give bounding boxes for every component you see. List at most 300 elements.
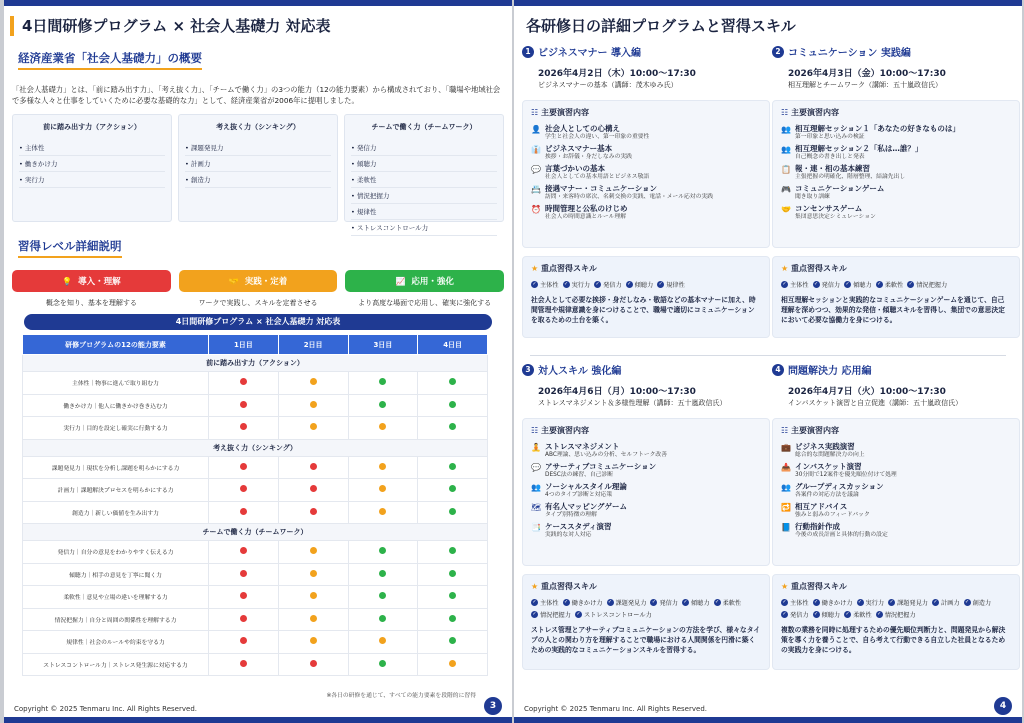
top-accent-bar — [4, 0, 512, 6]
activity-description: 実践的な対人対応 — [545, 532, 592, 538]
skill-tag — [531, 610, 571, 619]
activity-title: ソーシャルスタイル理論 — [545, 482, 627, 491]
skills-summary: 社会人として必要な挨拶・身だしなみ・敬語などの基本マナーに加え、時間管理や規律意識を身につけることで、職場で適切にコミュニケーションを取るための土台を築く。 — [531, 296, 756, 324]
ability-element-label: 情況把握力｜自分と周囲の関係性を理解する力 — [23, 608, 209, 631]
program-block — [522, 44, 770, 338]
activity-icon: 👥 — [781, 145, 791, 154]
table-group-label: 考え抜く力（シンキング） — [23, 439, 488, 456]
lightbulb-icon: 💡 — [62, 276, 73, 286]
activity-icon: 🎮 — [781, 185, 791, 194]
level-badge — [179, 270, 338, 292]
activity-title: 相互理解セッション２「私は…誰？」 — [795, 144, 923, 153]
ability-item — [19, 156, 165, 172]
activity-title: ビジネス実践演習 — [795, 442, 855, 451]
program-number-badge: 3 — [522, 364, 534, 376]
activity-icon: 👔 — [531, 145, 541, 154]
list-icon: ☷ — [531, 108, 541, 117]
skills-summary: 複数の業務を同時に処理するための優先順位判断力と、問題発見から解決策を導く力を養うことで、自ら考えて行動できる自立した社員となるための実践力を身につける。 — [781, 626, 1006, 654]
skill-label: 実行力 — [865, 600, 885, 607]
skill-tags — [781, 280, 1011, 289]
activity-title: 言葉づかいの基本 — [545, 164, 605, 173]
level-cell — [278, 586, 348, 609]
activity-description: 今後の成長計画と具体的行動の設定 — [795, 532, 888, 538]
activity-icon: 📑 — [531, 523, 541, 532]
activity-item — [781, 204, 1011, 221]
program-heading — [522, 44, 770, 59]
level-cell — [278, 417, 348, 440]
table-row — [23, 456, 488, 479]
activity-title: コミュニケーションゲーム — [795, 184, 885, 193]
skill-tag — [626, 280, 654, 289]
activity-description: 30分間で12案件を優先順位付けて処理 — [795, 472, 897, 478]
skill-tag — [876, 280, 904, 289]
ability-element-label: 傾聴力｜相手の意見を丁寧に聞く力 — [23, 563, 209, 586]
level-cell — [348, 541, 418, 564]
skill-label: 主体性 — [540, 600, 559, 607]
level-cell — [418, 479, 488, 502]
activities-box — [522, 418, 770, 566]
level-cell — [209, 501, 279, 524]
skills-box — [522, 256, 770, 338]
table-row — [23, 541, 488, 564]
skill-tag — [888, 598, 928, 607]
level-dot-icon — [379, 378, 386, 385]
ability-item-label: 創造力 — [190, 176, 211, 184]
level-dot-icon — [310, 508, 317, 515]
program-date: 2026年4月7日（火）10:00～17:30 — [788, 387, 946, 397]
bullet: • — [19, 160, 25, 168]
skill-tag — [531, 598, 559, 607]
page-number: 3 — [484, 697, 502, 715]
level-dot-icon — [240, 463, 247, 470]
skill-label: 傾聴力 — [853, 282, 872, 289]
ability-column — [178, 114, 338, 222]
ability-item-label: 規律性 — [356, 208, 377, 216]
level-label: 応用・強化 — [411, 277, 454, 287]
check-icon: ✓ — [845, 611, 850, 617]
activity-title: インバスケット演習 — [795, 462, 862, 471]
page-title: 4日間研修プログラム × 社会人基礎力 対応表 — [10, 16, 512, 36]
level-cell — [348, 631, 418, 654]
ability-element-label: 発信力｜自分の意見をわかりやすく伝える力 — [23, 541, 209, 564]
left-page — [4, 0, 512, 723]
check-icon: ✓ — [782, 611, 787, 617]
level-dot-icon — [310, 423, 317, 430]
table-group-label: チームで働く力（チームワーク） — [23, 524, 488, 541]
check-icon: ✓ — [964, 599, 970, 605]
level-dot-icon — [379, 570, 386, 577]
activity-icon: 🤝 — [781, 205, 791, 214]
level-cell — [418, 456, 488, 479]
level-cell — [209, 417, 279, 440]
level-dot-icon — [310, 615, 317, 622]
level-cell — [418, 372, 488, 395]
level-dot-icon — [240, 637, 247, 644]
ability-item-label: 主体性 — [24, 144, 45, 152]
level-cell — [418, 653, 488, 676]
level-cell — [209, 479, 279, 502]
skills-label: 重点習得スキル — [790, 264, 847, 273]
table-group-row — [23, 355, 488, 372]
overview-heading: 経済産業省「社会人基礎力」の概要 — [18, 50, 202, 70]
level-cell — [278, 372, 348, 395]
activity-item — [781, 124, 1011, 141]
activity-description: 挨拶・お辞儀・身だしなみの実践 — [545, 154, 632, 160]
table-header-cell: 2日目 — [278, 335, 348, 355]
skill-tag — [714, 598, 742, 607]
check-icon: ✓ — [532, 599, 537, 605]
skill-tag — [563, 280, 591, 289]
level-cell — [348, 501, 418, 524]
program-date: 2026年4月3日（金）10:00～17:30 — [788, 69, 946, 79]
page-number: 4 — [994, 697, 1012, 715]
bullet: • — [351, 176, 357, 184]
activity-item — [531, 184, 761, 201]
check-icon: ✓ — [576, 611, 581, 617]
level-dot-icon — [449, 508, 456, 515]
ability-matrix-table — [22, 334, 488, 676]
ability-element-label: 柔軟性｜意見や立場の違いを理解する力 — [23, 586, 209, 609]
skills-box — [772, 574, 1020, 670]
program-name: 対人スキル 強化編 — [538, 366, 622, 377]
level-dot-icon — [379, 547, 386, 554]
level-dot-icon — [310, 660, 317, 667]
program-date: 2026年4月2日（木）10:00～17:30 — [538, 69, 696, 79]
activity-icon: 🗺 — [531, 503, 542, 512]
skill-tag — [781, 280, 809, 289]
program-heading — [772, 44, 1020, 59]
check-icon: ✓ — [877, 611, 882, 617]
bullet: • — [351, 208, 357, 216]
program-date: 2026年4月6日（月）10:00～17:30 — [538, 387, 696, 397]
skill-tag — [531, 280, 559, 289]
level-cell — [348, 372, 418, 395]
level-description: より高度な場面で応用し、確実に強化する — [358, 299, 492, 307]
activity-title: グループディスカッション — [795, 482, 884, 491]
activity-item — [781, 144, 1011, 161]
skill-label: 計画力 — [941, 600, 960, 607]
skill-label: 実行力 — [571, 282, 591, 289]
level-badge — [12, 270, 171, 292]
level-cell — [209, 563, 279, 586]
check-icon: ✓ — [658, 281, 663, 287]
skill-label: 傾聴力 — [634, 282, 654, 289]
skill-tags — [531, 598, 761, 619]
level-cell — [348, 608, 418, 631]
ability-element-label: 計画力｜課題解決プロセスを明らかにする力 — [23, 479, 209, 502]
level-dot-icon — [379, 660, 386, 667]
check-icon: ✓ — [651, 599, 657, 605]
level-dot-icon — [449, 378, 456, 385]
activity-description: 第一印象と思い込みの検証 — [795, 134, 865, 140]
level-cell — [278, 608, 348, 631]
activity-item — [781, 184, 1011, 201]
list-icon: ☷ — [781, 108, 791, 117]
level-dot-icon — [240, 378, 247, 385]
skills-box — [522, 574, 770, 670]
check-icon: ✓ — [782, 281, 787, 287]
ability-element-label: 規律性｜社会のルールや約束を守る力 — [23, 631, 209, 654]
table-header-cell: 1日目 — [209, 335, 279, 355]
activity-icon: 👤 — [531, 125, 541, 134]
level-dot-icon — [449, 570, 456, 577]
skills-label: 重点習得スキル — [540, 264, 597, 273]
ability-column — [344, 114, 504, 232]
level-dot-icon — [310, 592, 317, 599]
activity-description: 総合的な問題解決力の向上 — [795, 452, 865, 458]
activity-description: 4つのタイプ診断と対応策 — [545, 492, 613, 498]
activities-label: 主要演習内容 — [540, 108, 589, 117]
level-dot-icon — [240, 660, 247, 667]
activity-description: 学生と社会人の違い、第一印象の重要性 — [545, 134, 650, 140]
activity-description: タイプ別特徴の理解 — [545, 512, 597, 518]
skill-label: 柔軟性 — [722, 600, 742, 607]
activity-icon: 🧘 — [531, 443, 541, 452]
level-description: 概念を知り、基本を理解する — [45, 299, 137, 307]
level-cell — [209, 394, 279, 417]
ability-item — [351, 220, 497, 236]
bullet: • — [19, 176, 25, 184]
level-legend — [12, 270, 504, 308]
table-group-row — [23, 524, 488, 541]
table-header-cell: 研修プログラムの12の能力要素 — [23, 335, 209, 355]
activity-description: 聞き取り訓練 — [795, 194, 830, 200]
level-dot-icon — [379, 423, 386, 430]
activity-icon: 💬 — [531, 463, 541, 472]
activity-description: 主張把握の明確化、階層整理、結論先出し — [795, 174, 906, 180]
skill-label: 主体性 — [790, 282, 809, 289]
level-label: 導入・理解 — [78, 277, 121, 287]
level-cell — [209, 456, 279, 479]
level-cell — [348, 653, 418, 676]
skill-tag — [682, 598, 710, 607]
activity-title: ケーススタディ演習 — [545, 522, 612, 531]
bullet: • — [351, 224, 357, 232]
ability-column-title: チームで働く力（チームワーク） — [371, 123, 477, 131]
star-icon: ★ — [531, 582, 541, 591]
level-dot-icon — [379, 463, 386, 470]
activity-icon: 💬 — [531, 165, 541, 174]
skill-tag — [607, 598, 647, 607]
skill-label: 規律性 — [666, 282, 685, 289]
activity-title: アサーティブコミュニケーション — [545, 462, 657, 471]
table-row — [23, 586, 488, 609]
skills-label: 重点習得スキル — [540, 582, 597, 591]
level-label: 実践・定着 — [244, 277, 288, 287]
skill-tag — [964, 598, 992, 607]
skills-heading — [781, 581, 1011, 592]
table-row — [23, 608, 488, 631]
star-icon: ★ — [781, 264, 791, 273]
skill-label: 情況把握力 — [916, 282, 948, 289]
level-dot-icon — [240, 615, 247, 622]
table-row — [23, 394, 488, 417]
skills-summary: ストレス管理とアサーティブコミュニケーションの方法を学び、様々なタイプの人との関わり方を理解することで職場における人間関係を円滑に築くための実践的なコミュニケーションスキルを習得する。 — [531, 626, 761, 654]
star-icon: ★ — [531, 264, 541, 273]
activity-icon: 📇 — [531, 185, 541, 194]
check-icon: ✓ — [532, 281, 537, 287]
check-icon: ✓ — [845, 281, 850, 287]
level-cell — [348, 563, 418, 586]
program-block — [772, 44, 1020, 338]
intro-text: 「社会人基礎力」とは、「前に踏み出す力」、「考え抜く力」、「チームで働く力」の3つの能力（12の能力要素）から構成されており、「職場や地域社会で多様な人々と仕事をしていくために必要な基礎的な力」として、経済産業省が2006年に提唱しました。 — [12, 85, 501, 105]
ability-item — [185, 172, 331, 188]
level-description: ワークで実践し、スキルを定着させる — [198, 299, 318, 307]
activity-item — [531, 442, 761, 459]
skill-tag — [844, 610, 872, 619]
ability-item — [185, 140, 331, 156]
skill-label: ストレスコントロール力 — [583, 612, 652, 619]
ability-item — [19, 140, 165, 156]
list-icon: ☷ — [531, 426, 541, 435]
activity-description: 自己概念の書き出しと発表 — [795, 154, 865, 160]
level-cell — [348, 456, 418, 479]
right-page — [514, 0, 1022, 723]
skill-label: 情況把握力 — [884, 612, 916, 619]
activity-title: 相互アドバイス — [795, 502, 848, 511]
skill-tags — [531, 280, 761, 289]
skill-tag — [857, 598, 885, 607]
check-icon: ✓ — [877, 281, 882, 287]
activity-icon: 🔁 — [781, 503, 791, 512]
level-dot-icon — [240, 547, 247, 554]
check-icon: ✓ — [813, 599, 819, 605]
skill-label: 働きかけ力 — [821, 600, 853, 607]
activity-title: 接遇マナー・コミュニケーション — [545, 184, 658, 193]
activity-description: 強みと弱みのフィードバック — [795, 512, 870, 518]
copyright: Copyright © 2025 Tenmaru Inc. All Rights Reserved. — [14, 705, 197, 713]
check-icon: ✓ — [532, 611, 537, 617]
level-cell — [278, 653, 348, 676]
activities-box — [772, 418, 1020, 566]
level-cell — [278, 479, 348, 502]
star-icon: ★ — [781, 582, 791, 591]
activity-description: 社会人としての基本用語とビジネス敬語 — [545, 174, 650, 180]
activity-title: 時間管理と公私のけじめ — [545, 204, 628, 213]
level-dot-icon — [379, 637, 386, 644]
activity-title: ストレスマネジメント — [545, 442, 620, 451]
program-instructor: 相互理解とチームワーク（講師：五十嵐政信氏） — [788, 81, 942, 89]
skills-heading — [781, 263, 1011, 274]
level-dot-icon — [379, 508, 386, 515]
ability-element-label: ストレスコントロール力｜ストレス発生源に対応する力 — [23, 653, 209, 676]
ability-column-title: 考え抜く力（シンキング） — [216, 123, 300, 131]
level-cell — [278, 541, 348, 564]
level-cell — [418, 541, 488, 564]
activities-label: 主要演習内容 — [540, 426, 589, 435]
level-dot-icon — [310, 637, 317, 644]
level-dot-icon — [449, 615, 456, 622]
activity-title: 社会人としての心構え — [545, 124, 620, 133]
activity-icon: ⏰ — [531, 205, 541, 214]
level-cell — [209, 608, 279, 631]
ability-element-label: 実行力｜目的を設定し確実に行動する力 — [23, 417, 209, 440]
level-dot-icon — [310, 401, 317, 408]
skills-heading — [531, 581, 761, 592]
program-instructor: ストレスマネジメント＆多様性理解（講師：五十嵐政信氏） — [538, 399, 727, 407]
program-name: ビジネスマナー 導入編 — [538, 48, 641, 59]
ability-element-label: 主体性｜物事に進んで取り組む力 — [23, 372, 209, 395]
check-icon: ✓ — [889, 599, 894, 605]
chart-line-icon: 📈 — [395, 276, 406, 286]
bullet: • — [185, 176, 191, 184]
table-header-row — [23, 335, 488, 355]
ability-item-label: 課題発見力 — [190, 144, 224, 152]
table-header-cell: 3日目 — [348, 335, 418, 355]
activity-title: 報・連・相の基本練習 — [795, 164, 870, 173]
activity-item — [781, 462, 1011, 479]
activity-description: 集団意思決定シミュレーション — [795, 214, 876, 220]
program-block — [772, 362, 1020, 670]
check-icon: ✓ — [563, 281, 569, 287]
program-number-badge: 2 — [772, 46, 784, 58]
skill-label: 傾聴力 — [691, 600, 710, 607]
ability-item — [185, 156, 331, 172]
activity-title: 有名人マッピングゲーム — [545, 502, 628, 511]
activities-heading — [781, 425, 1011, 436]
activity-title: 相互理解セッション１「あなたの好きなものは」 — [795, 124, 960, 133]
ability-columns — [12, 114, 504, 232]
bullet: • — [351, 160, 357, 168]
bullet: • — [351, 192, 357, 200]
ability-item — [351, 172, 497, 188]
bullet: • — [19, 144, 25, 152]
activity-description: 社会人の時間意識とルール理解 — [545, 214, 627, 220]
ability-element-label: 創造力｜新しい価値を生み出す力 — [23, 501, 209, 524]
check-icon: ✓ — [813, 281, 819, 287]
program-heading — [522, 362, 770, 377]
activity-item — [531, 462, 761, 479]
skill-label: 創造力 — [972, 600, 992, 607]
top-accent-bar — [514, 0, 1022, 6]
activities-heading — [531, 425, 761, 436]
check-icon: ✓ — [782, 599, 787, 605]
activity-icon: 👥 — [781, 125, 791, 134]
skill-tag — [876, 610, 916, 619]
level-cell — [278, 501, 348, 524]
level-cell — [278, 394, 348, 417]
program-block — [522, 362, 770, 670]
activity-icon: 📘 — [781, 523, 791, 532]
skill-tag — [650, 598, 678, 607]
level-dot-icon — [240, 401, 247, 408]
skill-tag — [844, 280, 872, 289]
skill-tag — [781, 610, 809, 619]
level-dot-icon — [240, 570, 247, 577]
table-group-label: 前に踏み出す力（アクション） — [23, 355, 488, 372]
activity-item — [531, 124, 761, 141]
skill-tag — [813, 598, 853, 607]
activity-icon: 👥 — [531, 483, 541, 492]
activities-label: 主要演習内容 — [790, 426, 839, 435]
level-cell — [209, 586, 279, 609]
skill-tag — [907, 280, 947, 289]
activities-heading — [531, 107, 761, 118]
page-title: 各研修日の詳細プログラムと習得スキル — [526, 17, 796, 35]
bullet: • — [351, 144, 357, 152]
ability-item-label: 柔軟性 — [356, 176, 377, 184]
level-dot-icon — [240, 592, 247, 599]
copyright: Copyright © 2025 Tenmaru Inc. All Rights Reserved. — [524, 705, 707, 713]
skill-tag — [813, 280, 841, 289]
check-icon: ✓ — [908, 281, 913, 287]
skill-label: 柔軟性 — [884, 282, 904, 289]
bottom-accent-bar — [514, 717, 1022, 723]
level-dot-icon — [449, 660, 456, 667]
skills-label: 重点習得スキル — [790, 582, 847, 591]
skill-tag — [563, 598, 603, 607]
level-dot-icon — [240, 508, 247, 515]
